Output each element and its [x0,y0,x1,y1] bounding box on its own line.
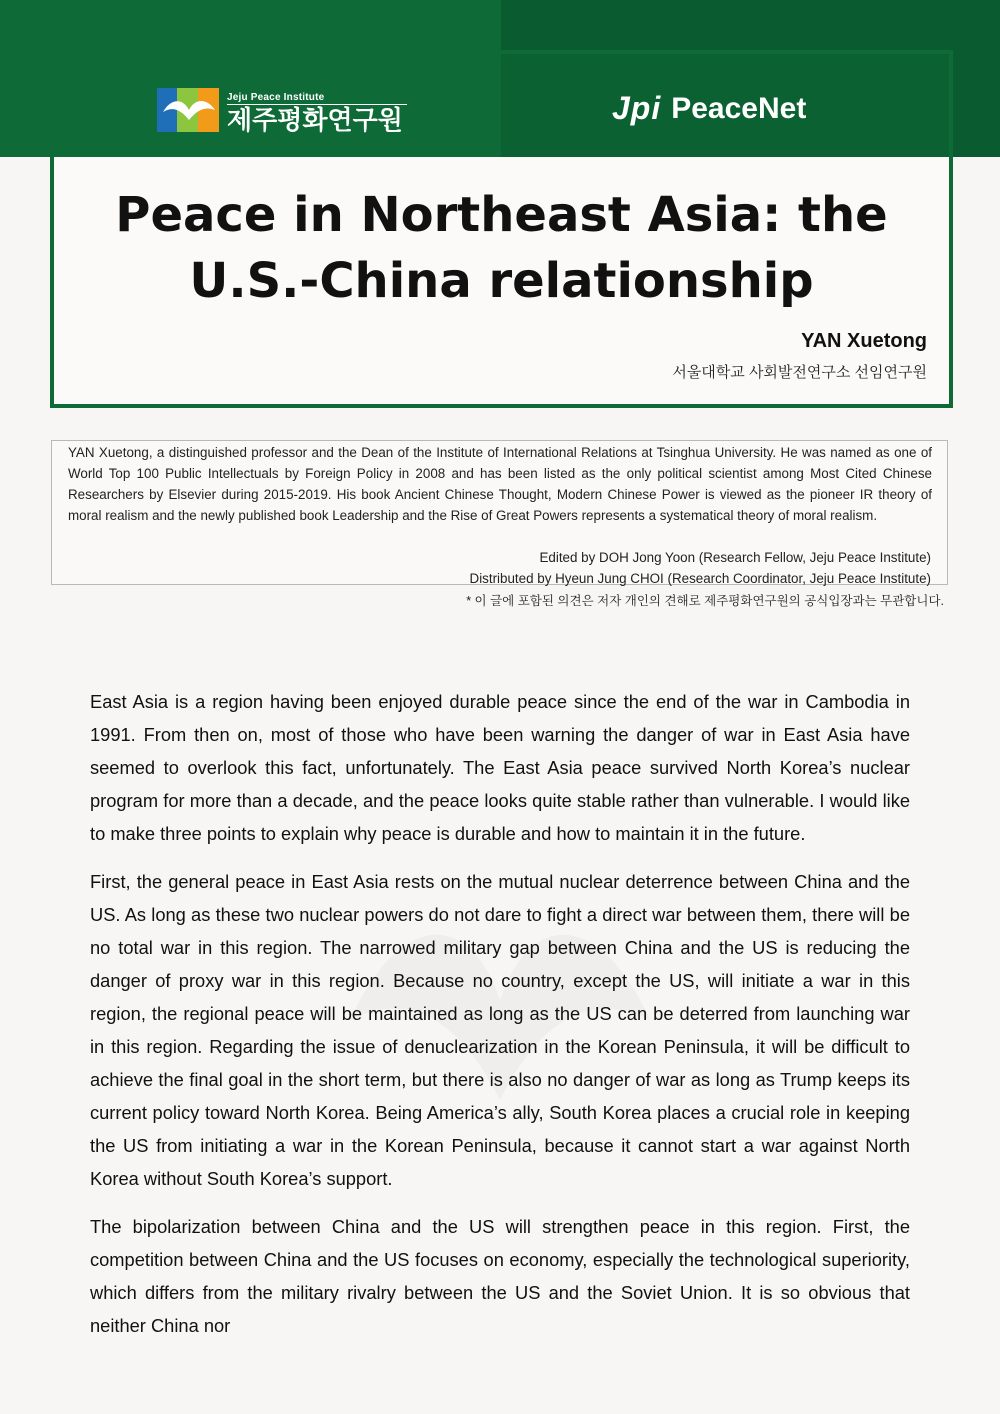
header-box [50,50,953,408]
peacenet-wordmark: PeaceNet [671,91,807,125]
jpi-wordmark: Jpi [612,90,662,126]
peacenet-logo [612,90,806,127]
edited-by: Edited by DOH Jong Yoon (Research Fellow, Jeju Peace Institute) [539,550,931,565]
author-bio-box [51,440,948,585]
paragraph-2: First, the general peace in East Asia rests on the mutual nuclear deterrence between China and the US. As long as these two nuclear powers do not dare to fight a direct war between them, there will be no total war in this region. The narrowed military gap between China and the US is reducing the danger of proxy war in this region. Because no country, except the US, will initiate a war in this region, the regional peace will be maintained as long as the US can be deterred from launching war in this region. Regarding the issue of denuclearization in the Korean Peninsula, it will be difficult to achieve the final goal in the short term, but there is also no danger of war as long as Trump keeps its current policy toward North Korea. Being America’s ally, South Korea places a crucial role in keeping the US from initiating a war in the Korean Peninsula, because it cannot start a war against North Korea without South Korea’s support. [90,871,910,1189]
logo-english-name: Jeju Peace Institute [227,92,407,105]
author-bio: YAN Xuetong, a distinguished professor and the Dean of the Institute of International Relations at Tsinghua University. He was named as one of World Top 100 Public Intellectuals by Foreign Policy in 2008 and has been listed as the only political scientist among Most Cited Chinese Researchers by Elsevier during 2015-2019. His book Ancient Chinese Thought, Modern Chinese Power is viewed as the pioneer IR theory of moral realism and the newly published book Leadership and the Rise of Great Powers represents a systematical theory of moral realism. [68,445,932,523]
distributed-by: Distributed by Hyeun Jung CHOI (Research Coordinator, Jeju Peace Institute) [469,571,931,586]
paragraph-1: East Asia is a region having been enjoyed durable peace since the end of the war in Cambodia in 1991. From then on, most of those who have been warning the danger of war in East Asia have seemed to overlook this fact, unfortunately. The East Asia peace survived North Korea’s nuclear program for more than a decade, and the peace looks quite stable rather than vulnerable. I would like to make three points to explain why peace is durable and how to maintain it in the future. [90,691,910,844]
jeju-peace-institute-logo [157,88,407,135]
logo-korean-name: 제주평화연구원 [227,104,403,135]
title-line-1: Peace in Northeast Asia: the [115,187,888,243]
page-title [54,182,949,314]
author-name: YAN Xuetong [801,330,927,352]
title-line-2: U.S.-China relationship [189,253,814,309]
paragraph-3: The bipolarization between China and the US will strengthen peace in this region. First, the competition between China and the US focuses on economy, especially the technological superiority, which differs from the military rivalry between the US and the Soviet Union. It is so obvious that neither China nor [90,1216,910,1336]
jpi-bird-icon [157,88,219,132]
disclaimer: * 이 글에 포함된 의견은 저자 개인의 견해로 제주평화연구원의 공식입장과는 무관합니다. [466,594,944,608]
article-body [90,685,910,1357]
author-affiliation: 서울대학교 사회발전연구소 선임연구원 [672,364,927,381]
